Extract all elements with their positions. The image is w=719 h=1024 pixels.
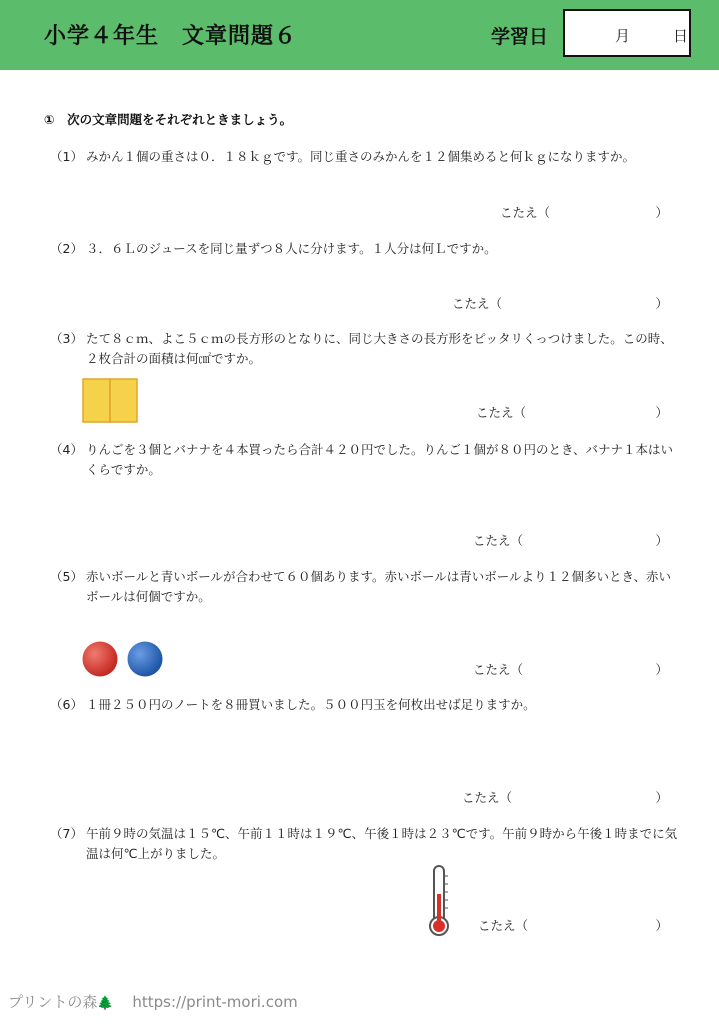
question-7 [50,824,680,864]
rectangle-left [83,379,110,422]
day-label: 日 [673,27,689,45]
question-text: みかん１個の重さは０．１８ｋｇです。同じ重さのみかんを１２個集めると何ｋｇになりますか。 [86,149,636,164]
rectangles-illustration [82,378,138,423]
question-number: （1） [50,149,83,164]
question-text: りんごを３個とバナナを４本買ったら合計４２０円でした。りんご１個が８０円のとき、バナナ１本はいくらですか。 [86,442,674,477]
thermometer-icon [426,864,452,938]
blue-ball [128,642,163,677]
answer-label: こたえ（ [462,790,513,805]
answer-close: ） [655,533,668,548]
question-number: （5） [50,569,83,584]
question-1 [50,147,680,167]
question-number: （4） [50,442,83,457]
question-6 [50,695,680,715]
rectangle-right [110,379,137,422]
date-box[interactable] [563,9,691,57]
red-ball [83,642,118,677]
answer-label: こたえ（ [500,205,551,220]
answer-label: こたえ（ [476,405,527,420]
question-text: たて８ｃｍ、よこ５ｃｍの長方形のとなりに、同じ大きさの長方形をピッタリくっつけました。この時、２枚合計の面積は何㎠ですか。 [86,331,673,366]
answer-close: ） [655,790,668,805]
tree-icon: 🌲 [97,996,114,1011]
answer-label: こたえ（ [473,662,524,677]
month-label: 月 [615,27,631,45]
answer-close: ） [655,662,668,677]
question-3 [50,329,680,369]
footer-url[interactable]: https://print-mori.com [132,993,298,1011]
answer-label: こたえ（ [452,296,503,311]
footer-brand: プリントの森 [8,993,98,1011]
question-number: （2） [50,241,83,256]
answer-close: ） [655,296,668,311]
question-text: １冊２５０円のノートを８冊買いました。５００円玉を何枚出せば足りますか。 [86,697,536,712]
question-2 [50,239,680,259]
question-number: （6） [50,697,83,712]
answer-close: ） [655,205,668,220]
footer [8,991,298,1012]
question-text: 午前９時の気温は１５℃、午前１１時は１９℃、午後１時は２３℃です。午前９時から午後１時までに気温は何℃上がりました。 [86,826,678,861]
question-4 [50,440,680,480]
balls-illustration [82,640,166,678]
header-bar [0,0,719,70]
question-number: （7） [50,826,83,841]
question-5 [50,567,680,607]
answer-label: こたえ（ [473,533,524,548]
question-text: 赤いボールと青いボールが合わせて６０個あります。赤いボールは青いボールより１２個多いとき、赤いボールは何個ですか。 [86,569,672,604]
question-text: ３．６Ｌのジュースを同じ量ずつ８人に分けます。１人分は何Ｌですか。 [86,241,497,256]
question-number: （3） [50,331,83,346]
answer-label: こたえ（ [478,918,529,933]
page-title: 小学４年生 文章問題６ [44,24,298,49]
answer-close: ） [655,405,668,420]
instruction: ① 次の文章問題をそれぞれときましょう。 [44,112,293,127]
answer-close: ） [655,918,668,933]
date-label: 学習日 [491,26,549,48]
